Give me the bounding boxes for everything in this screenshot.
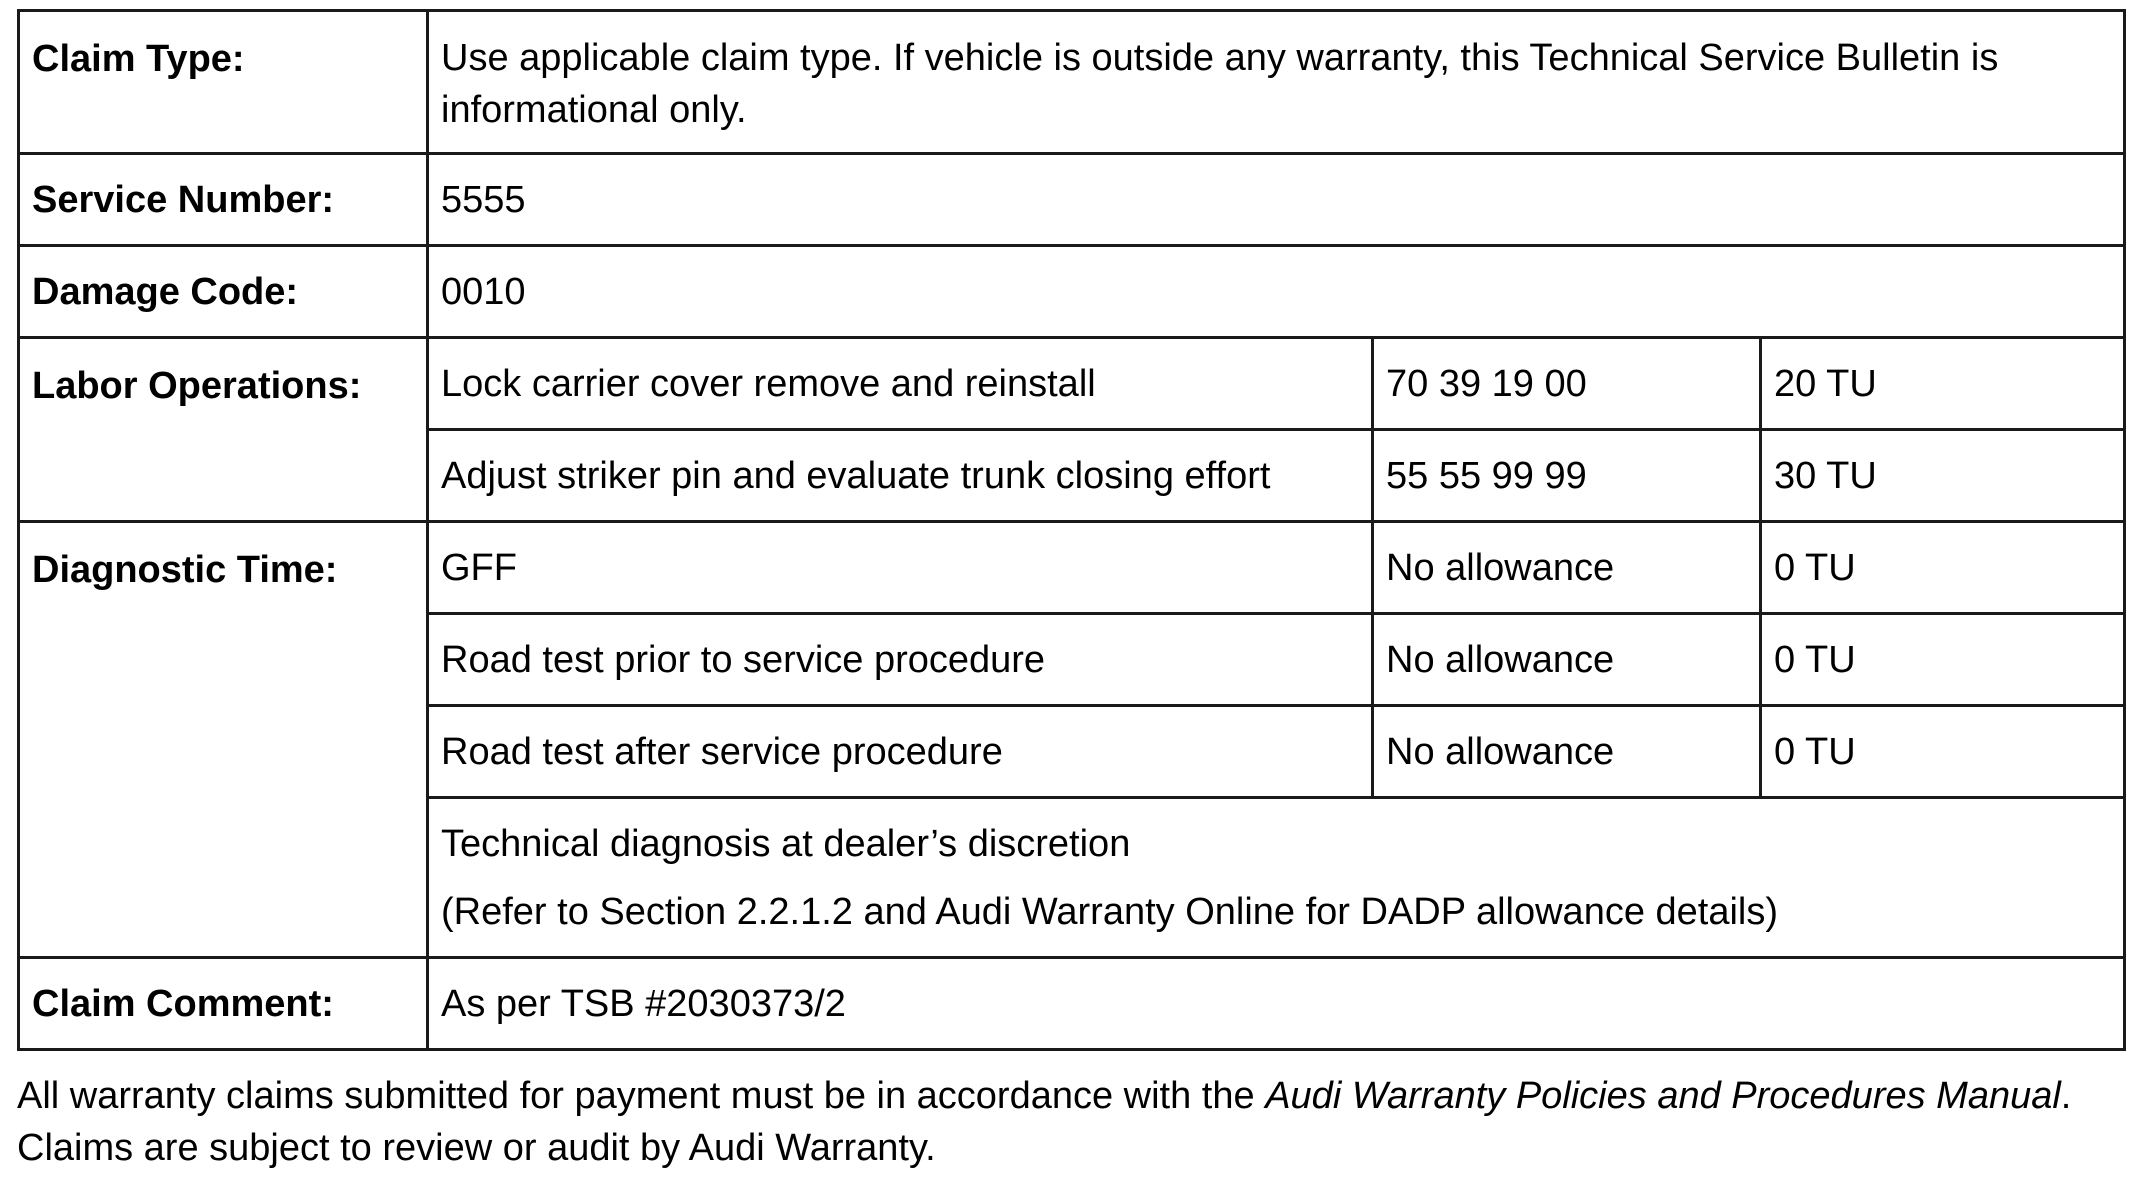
service-number-row	[19, 154, 2125, 246]
diagnostic-description: GFF	[428, 522, 1373, 614]
warranty-claim-table	[17, 9, 2126, 1051]
claim-comment-row	[19, 958, 2125, 1050]
diagnostic-row	[19, 522, 2125, 614]
labor-operation-description: Lock carrier cover remove and reinstall	[428, 338, 1373, 430]
claim-type-row	[19, 11, 2125, 154]
diagnostic-note-line-1: Technical diagnosis at dealer’s discretion	[441, 822, 1131, 865]
diagnostic-time: 0 TU	[1761, 706, 2125, 798]
labor-operations-label: Labor Operations:	[19, 338, 428, 522]
diagnostic-description: Road test after service procedure	[428, 706, 1373, 798]
labor-operation-description: Adjust striker pin and evaluate trunk closing effort	[428, 430, 1373, 522]
diagnostic-allowance: No allowance	[1373, 614, 1761, 706]
claim-type-value: Use applicable claim type. If vehicle is outside any warranty, this Technical Service Bulletin is informational only.	[428, 11, 2125, 154]
diagnostic-time: 0 TU	[1761, 614, 2125, 706]
service-number-value: 5555	[428, 154, 2125, 246]
damage-code-row	[19, 246, 2125, 338]
claim-comment-value: As per TSB #2030373/2	[428, 958, 2125, 1050]
damage-code-value: 0010	[428, 246, 2125, 338]
labor-operation-row	[19, 338, 2125, 430]
claim-comment-label: Claim Comment:	[19, 958, 428, 1050]
damage-code-label: Damage Code:	[19, 246, 428, 338]
labor-operation-time: 20 TU	[1761, 338, 2125, 430]
diagnostic-time: 0 TU	[1761, 522, 2125, 614]
diagnostic-time-label: Diagnostic Time:	[19, 522, 428, 958]
footer-text-after: . Claims are subject to review or audit by Audi Warranty.	[17, 1075, 2072, 1169]
claim-type-label: Claim Type:	[19, 11, 428, 154]
labor-operation-code: 70 39 19 00	[1373, 338, 1761, 430]
footer-manual-title: Audi Warranty Policies and Procedures Manual	[1265, 1075, 2061, 1117]
warranty-footer-note	[17, 1070, 2123, 1174]
diagnostic-allowance: No allowance	[1373, 522, 1761, 614]
diagnostic-note-line-2: (Refer to Section 2.2.1.2 and Audi Warranty Online for DADP allowance details)	[441, 890, 1779, 933]
diagnostic-description: Road test prior to service procedure	[428, 614, 1373, 706]
labor-operation-code: 55 55 99 99	[1373, 430, 1761, 522]
diagnostic-note	[428, 798, 2125, 958]
footer-text-before: All warranty claims submitted for payment must be in accordance with the	[17, 1075, 1266, 1117]
diagnostic-allowance: No allowance	[1373, 706, 1761, 798]
labor-operation-time: 30 TU	[1761, 430, 2125, 522]
service-number-label: Service Number:	[19, 154, 428, 246]
